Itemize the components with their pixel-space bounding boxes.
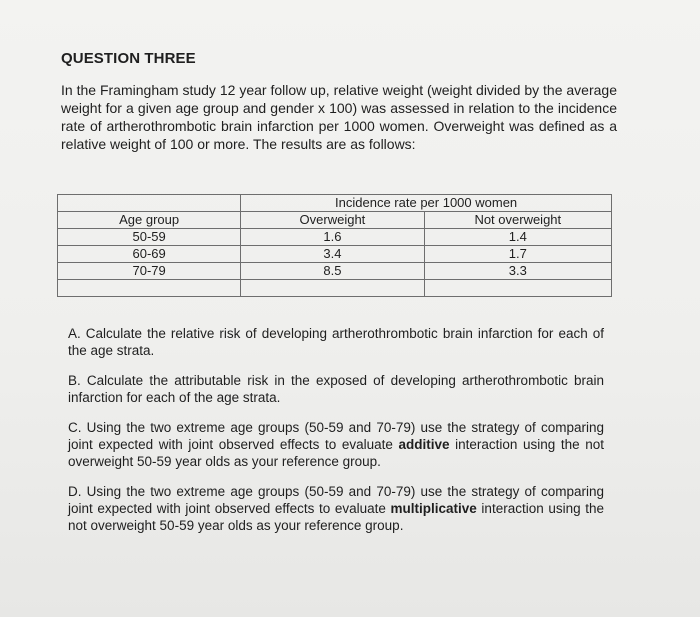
question-d — [68, 483, 604, 534]
table-cell: 60-69 — [58, 246, 241, 263]
table-cell: 1.7 — [424, 246, 611, 263]
question-list — [68, 325, 604, 547]
question-c — [68, 419, 604, 470]
table-cell: 70-79 — [58, 263, 241, 280]
question-c-text: C. Using the two extreme age groups (50-59 and 70-79) use the strategy of comparing joint expected with joint observed effects to evaluate — [68, 420, 604, 452]
table-cell: 50-59 — [58, 229, 241, 246]
header-overweight: Overweight — [241, 212, 424, 229]
question-a: A. Calculate the relative risk of developing artherothrombotic brain infarction for each of the age strata. — [68, 326, 604, 358]
header-age-group: Age group — [58, 212, 241, 229]
question-c-emphasis: additive — [398, 437, 450, 452]
question-b: B. Calculate the attributable risk in the exposed of developing artherothrombotic brain infarction for each of the age strata. — [68, 373, 604, 405]
table-cell: 1.6 — [241, 229, 424, 246]
question-d-text: D. Using the two extreme age groups (50-59 and 70-79) use the strategy of comparing joint expected with joint observed effects to evaluate — [68, 484, 604, 516]
table-header-row-2 — [58, 212, 612, 229]
intro-paragraph: In the Framingham study 12 year follow up, relative weight (weight divided by the average weight for a given age group and gender x 100) was assessed in relation to the incidence rate of artherothrombotic brain infarction per 1000 women. Overweight was defined as a relative weight of 100 or more. The results are as follows: — [61, 82, 617, 152]
table-cell: 8.5 — [241, 263, 424, 280]
incidence-table — [57, 194, 612, 297]
header-not-overweight: Not overweight — [424, 212, 611, 229]
table-cell: 3.4 — [241, 246, 424, 263]
table-cell: 3.3 — [424, 263, 611, 280]
table-cell: 1.4 — [424, 229, 611, 246]
question-d-emphasis: multiplicative — [390, 501, 477, 516]
super-header: Incidence rate per 1000 women — [241, 195, 612, 212]
table-empty-row — [58, 280, 612, 297]
table-row — [58, 263, 612, 280]
table-row — [58, 246, 612, 263]
table-header-row-1 — [58, 195, 612, 212]
table-cell — [424, 280, 611, 297]
question-d-text-end: interaction using the not overweight 50-59 year olds as your reference group. — [68, 501, 604, 533]
table-cell — [58, 280, 241, 297]
table-cell — [241, 280, 424, 297]
question-title: QUESTION THREE — [61, 50, 196, 67]
question-c-text-end: interaction using the not overweight 50-59 year olds as your reference group. — [68, 437, 604, 469]
table-cell — [58, 195, 241, 212]
table-row — [58, 229, 612, 246]
